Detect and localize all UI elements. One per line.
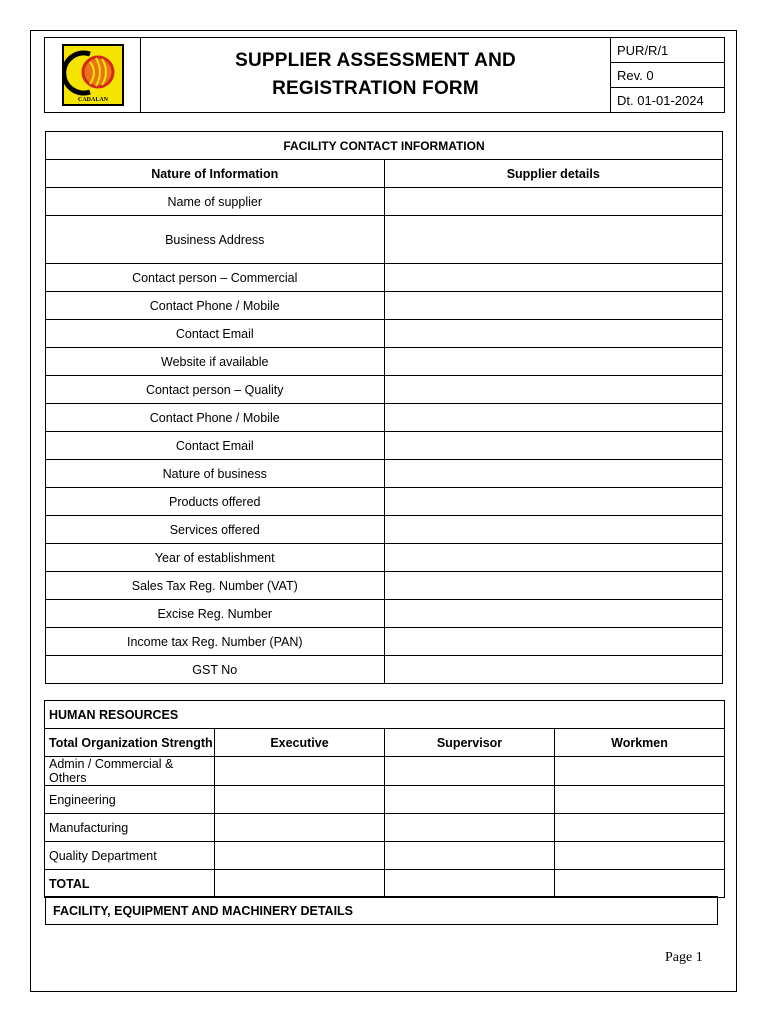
form-title (141, 38, 611, 113)
facility-row-value-field[interactable] (384, 376, 723, 404)
facility-row-label: Contact Phone / Mobile (46, 404, 385, 432)
page-number: Page 1 (665, 950, 703, 965)
hr-row (45, 757, 725, 786)
hr-workmen-field[interactable] (555, 786, 725, 814)
facility-row-value-field[interactable] (384, 460, 723, 488)
facility-row (46, 188, 723, 216)
form-title-line2: REGISTRATION FORM (272, 78, 479, 99)
facility-row (46, 656, 723, 684)
facility-row (46, 348, 723, 376)
form-title-line1: SUPPLIER ASSESSMENT AND (235, 50, 516, 71)
facility-row-label: Contact Email (46, 320, 385, 348)
facility-row-label: Sales Tax Reg. Number (VAT) (46, 572, 385, 600)
facility-row-label: Business Address (46, 216, 385, 264)
hr-workmen-field[interactable] (555, 842, 725, 870)
facility-row (46, 600, 723, 628)
hr-row-label: Engineering (45, 786, 215, 814)
issue-date: Dt. 01-01-2024 (611, 88, 725, 113)
facility-row-value-field[interactable] (384, 516, 723, 544)
logo-cell (45, 38, 141, 113)
facility-row-label: Name of supplier (46, 188, 385, 216)
facility-row-label: Contact person – Commercial (46, 264, 385, 292)
equipment-section-title: FACILITY, EQUIPMENT AND MACHINERY DETAILS (46, 897, 718, 925)
hr-row-label: TOTAL (45, 870, 215, 898)
facility-row-value-field[interactable] (384, 264, 723, 292)
facility-row-label: Contact person – Quality (46, 376, 385, 404)
facility-row-label: Website if available (46, 348, 385, 376)
hr-executive-field[interactable] (215, 786, 385, 814)
facility-row-value-field[interactable] (384, 656, 723, 684)
hr-row-label: Admin / Commercial & Others (45, 757, 215, 786)
facility-contact-table (45, 131, 723, 684)
hr-workmen-field[interactable] (555, 814, 725, 842)
facility-row (46, 628, 723, 656)
col-header-details: Supplier details (384, 160, 723, 188)
hr-executive-field[interactable] (215, 842, 385, 870)
hr-supervisor-field[interactable] (385, 870, 555, 898)
facility-row-value-field[interactable] (384, 544, 723, 572)
facility-row (46, 572, 723, 600)
facility-row (46, 516, 723, 544)
facility-row (46, 216, 723, 264)
facility-row (46, 376, 723, 404)
facility-row (46, 544, 723, 572)
facility-row-label: Contact Phone / Mobile (46, 292, 385, 320)
hr-executive-field[interactable] (215, 814, 385, 842)
company-logo (62, 44, 124, 106)
facility-row-label: Excise Reg. Number (46, 600, 385, 628)
facility-row (46, 460, 723, 488)
facility-row-value-field[interactable] (384, 292, 723, 320)
equipment-section-table (45, 896, 718, 925)
hr-row (45, 870, 725, 898)
facility-row-value-field[interactable] (384, 628, 723, 656)
hr-header-total-strength: Total Organization Strength (45, 729, 215, 757)
hr-supervisor-field[interactable] (385, 786, 555, 814)
doc-code: PUR/R/1 (611, 38, 725, 63)
facility-row-label: Nature of business (46, 460, 385, 488)
facility-row-value-field[interactable] (384, 320, 723, 348)
facility-row-value-field[interactable] (384, 348, 723, 376)
facility-row (46, 264, 723, 292)
facility-row-value-field[interactable] (384, 404, 723, 432)
facility-row-label: Services offered (46, 516, 385, 544)
facility-row-label: GST No (46, 656, 385, 684)
hr-header-workmen: Workmen (555, 729, 725, 757)
hr-section-title: HUMAN RESOURCES (45, 701, 725, 729)
hr-executive-field[interactable] (215, 870, 385, 898)
facility-row-value-field[interactable] (384, 216, 723, 264)
human-resources-table (44, 700, 725, 898)
facility-row-value-field[interactable] (384, 432, 723, 460)
facility-row-label: Products offered (46, 488, 385, 516)
hr-row (45, 842, 725, 870)
hr-supervisor-field[interactable] (385, 757, 555, 786)
revision: Rev. 0 (611, 63, 725, 88)
facility-section-title: FACILITY CONTACT INFORMATION (46, 132, 723, 160)
hr-row-label: Quality Department (45, 842, 215, 870)
hr-workmen-field[interactable] (555, 757, 725, 786)
hr-row (45, 786, 725, 814)
facility-row-value-field[interactable] (384, 488, 723, 516)
facility-row-value-field[interactable] (384, 572, 723, 600)
facility-row-label: Contact Email (46, 432, 385, 460)
hr-supervisor-field[interactable] (385, 814, 555, 842)
facility-row (46, 432, 723, 460)
facility-row (46, 320, 723, 348)
hr-workmen-field[interactable] (555, 870, 725, 898)
logo-text: CADALAN (77, 97, 108, 103)
hr-supervisor-field[interactable] (385, 842, 555, 870)
facility-row (46, 404, 723, 432)
col-header-nature: Nature of Information (46, 160, 385, 188)
facility-row-value-field[interactable] (384, 188, 723, 216)
hr-row (45, 814, 725, 842)
facility-row-value-field[interactable] (384, 600, 723, 628)
hr-header-supervisor: Supervisor (385, 729, 555, 757)
hr-executive-field[interactable] (215, 757, 385, 786)
hr-header-executive: Executive (215, 729, 385, 757)
facility-row-label: Income tax Reg. Number (PAN) (46, 628, 385, 656)
header-table (44, 37, 725, 113)
facility-row (46, 292, 723, 320)
facility-row (46, 488, 723, 516)
facility-row-label: Year of establishment (46, 544, 385, 572)
hr-row-label: Manufacturing (45, 814, 215, 842)
